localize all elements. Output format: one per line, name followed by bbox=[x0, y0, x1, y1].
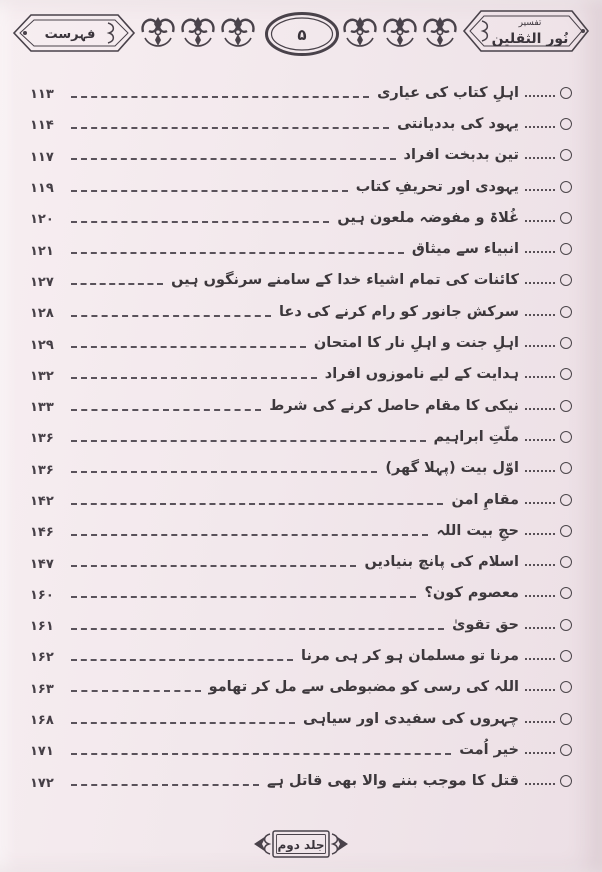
leader-dots bbox=[525, 157, 555, 159]
curl-ornament-icon bbox=[108, 23, 113, 43]
toc-entry-page: ۱۲۰ bbox=[30, 212, 54, 228]
toc-row bbox=[30, 421, 572, 452]
toc-row bbox=[30, 546, 572, 577]
ring-bullet-icon bbox=[560, 181, 572, 193]
curl-ornament-icon bbox=[482, 21, 487, 41]
ring-bullet-icon bbox=[560, 87, 572, 99]
ring-bullet-icon bbox=[560, 462, 572, 474]
leader-dots bbox=[525, 251, 555, 253]
toc-entry-page: ۱۳۶ bbox=[30, 431, 54, 447]
ring-bullet-icon bbox=[560, 337, 572, 349]
book-title-small: تفسیر bbox=[518, 18, 542, 28]
leader-dashes bbox=[71, 628, 444, 630]
ring-bullet-icon bbox=[560, 243, 572, 255]
leader-dashes bbox=[71, 596, 416, 598]
toc-row bbox=[30, 77, 572, 108]
toc-row bbox=[30, 140, 572, 171]
toc-entry-page: ۱۲۸ bbox=[30, 306, 54, 322]
toc-entry-page: ۱۲۱ bbox=[30, 243, 54, 259]
floral-ornament-right-icon bbox=[340, 11, 460, 55]
toc-entry-title: مقامِ امن bbox=[451, 491, 519, 508]
ring-bullet-icon bbox=[560, 274, 572, 286]
leader-dots bbox=[525, 564, 555, 566]
toc-row bbox=[30, 484, 572, 515]
toc-entry-title: مرنا تو مسلمان ہو کر ہی مرنا bbox=[301, 647, 519, 664]
leader-dashes bbox=[71, 377, 317, 379]
toc-entry-title: ہدایت کے لیے ناموزوں افراد bbox=[324, 366, 519, 383]
toc-entry-title: حق تقویٰ bbox=[452, 616, 519, 633]
toc-row bbox=[30, 233, 572, 264]
leader-dashes bbox=[71, 659, 293, 661]
book-title-box bbox=[460, 3, 592, 63]
ring-bullet-icon bbox=[560, 431, 572, 443]
leader-dots bbox=[525, 314, 555, 316]
toc-entry-title: اوّل بیت (پہلا گھر) bbox=[385, 460, 519, 477]
leader-dashes bbox=[71, 534, 428, 536]
toc-row bbox=[30, 202, 572, 233]
oval-frame bbox=[263, 11, 341, 57]
ring-bullet-icon bbox=[560, 118, 572, 130]
toc-entry-title: خیر اُمت bbox=[459, 741, 519, 758]
leader-dots bbox=[525, 627, 555, 629]
toc-entry-page: ۱۶۲ bbox=[30, 650, 54, 666]
leader-dots bbox=[525, 408, 555, 410]
leader-dashes bbox=[71, 503, 443, 505]
toc-row bbox=[30, 672, 572, 703]
leader-dots bbox=[525, 376, 555, 378]
toc-entry-title: غُلاۃ و مفوضہ ملعون ہیں bbox=[337, 209, 519, 226]
leader-dashes bbox=[71, 252, 404, 254]
toc-entry-page: ۱۷۱ bbox=[30, 744, 54, 760]
page-footer bbox=[0, 824, 602, 864]
leader-dots bbox=[525, 783, 555, 785]
toc-entry-title: حجِ بیت اللہ bbox=[436, 522, 519, 539]
toc-entry-page: ۱۱۷ bbox=[30, 149, 54, 165]
toc-row bbox=[30, 327, 572, 358]
toc-entry-page: ۱۶۰ bbox=[30, 587, 54, 603]
leader-dashes bbox=[71, 440, 426, 442]
ring-bullet-icon bbox=[560, 744, 572, 756]
leader-dashes bbox=[71, 565, 356, 567]
section-label-frame bbox=[10, 9, 138, 57]
ring-bullet-icon bbox=[560, 494, 572, 506]
leader-dots bbox=[525, 595, 555, 597]
volume-label: جلد دوم bbox=[277, 838, 325, 852]
toc-entry-title: چہروں کی سفیدی اور سیاہی bbox=[302, 710, 519, 727]
toc-entry-page: ۱۴۲ bbox=[30, 494, 54, 509]
toc-entry-title: اہلِ جنت و اہلِ نار کا امتحان bbox=[313, 335, 519, 352]
leader-dashes bbox=[71, 690, 201, 692]
toc-entry-page: ۱۶۳ bbox=[30, 681, 54, 697]
toc-entry-page: ۱۲۷ bbox=[30, 274, 54, 290]
leader-dots bbox=[525, 439, 555, 441]
toc-entry-title: اہلِ کتاب کی عیاری bbox=[377, 84, 519, 101]
toc-row bbox=[30, 515, 572, 546]
leader-dashes bbox=[71, 409, 261, 411]
leader-dots bbox=[525, 689, 555, 691]
leader-dashes bbox=[71, 190, 348, 192]
page-number: ۵ bbox=[297, 26, 307, 44]
ring-bullet-icon bbox=[560, 306, 572, 318]
toc-entry-title: یہودی اور تحریفِ کتاب bbox=[355, 178, 519, 195]
leader-dashes bbox=[71, 283, 163, 285]
ring-bullet-icon bbox=[560, 525, 572, 537]
toc-entry-page: ۱۶۱ bbox=[30, 619, 54, 635]
section-label-box bbox=[10, 9, 138, 61]
ring-bullet-icon bbox=[560, 713, 572, 725]
toc-entry-page: ۱۳۳ bbox=[30, 400, 54, 416]
book-title-frame bbox=[460, 3, 592, 59]
ring-bullet-icon bbox=[560, 619, 572, 631]
leader-dots bbox=[525, 721, 555, 723]
toc-entry-page: ۱۳۶ bbox=[30, 462, 54, 478]
ring-bullet-icon bbox=[560, 368, 572, 380]
ring-bullet-icon bbox=[560, 775, 572, 787]
leader-dots bbox=[525, 282, 555, 284]
leader-dashes bbox=[71, 315, 271, 317]
toc-entry-title: نیکی کا مقام حاصل کرنے کی شرط bbox=[269, 397, 519, 414]
leader-dashes bbox=[71, 346, 306, 348]
toc-entry-title: اللہ کی رسی کو مضبوطی سے مل کر تھامو bbox=[208, 679, 519, 696]
toc-row bbox=[30, 265, 572, 296]
toc-row bbox=[30, 359, 572, 390]
toc-row bbox=[30, 108, 572, 139]
leader-dashes bbox=[71, 753, 451, 755]
toc-row bbox=[30, 640, 572, 671]
leader-dots bbox=[525, 126, 555, 128]
leader-dots bbox=[525, 658, 555, 660]
leader-dashes bbox=[71, 471, 377, 473]
toc-entry-title: سرکش جانور کو رام کرنے کی دعا bbox=[278, 303, 519, 320]
toc-entry-page: ۱۴۷ bbox=[30, 556, 54, 572]
toc-list bbox=[30, 77, 572, 797]
volume-badge bbox=[216, 824, 386, 864]
leader-dots bbox=[525, 189, 555, 191]
toc-row bbox=[30, 734, 572, 765]
leader-dashes bbox=[71, 127, 389, 129]
toc-row bbox=[30, 453, 572, 484]
toc-row bbox=[30, 578, 572, 609]
toc-entry-page: ۱۱۴ bbox=[30, 118, 54, 134]
toc-entry-title: انبیاء سے میثاق bbox=[411, 241, 519, 258]
toc-row bbox=[30, 390, 572, 421]
ring-bullet-icon bbox=[560, 556, 572, 568]
leader-dots bbox=[525, 220, 555, 222]
toc-entry-title: تین بدبخت افراد bbox=[403, 147, 519, 164]
leader-dots bbox=[525, 95, 555, 97]
leader-dashes bbox=[71, 784, 259, 786]
ring-bullet-icon bbox=[560, 681, 572, 693]
leader-dashes bbox=[71, 96, 369, 98]
toc-entry-page: ۱۲۹ bbox=[30, 337, 54, 353]
ring-bullet-icon bbox=[560, 400, 572, 412]
leader-dots bbox=[525, 533, 555, 535]
toc-entry-title: اسلام کی پانچ بنیادیں bbox=[364, 554, 519, 571]
leader-dashes bbox=[71, 221, 329, 223]
toc-entry-title: یہود کی بددیانتی bbox=[397, 115, 519, 132]
toc-row bbox=[30, 296, 572, 327]
leader-dots bbox=[525, 752, 555, 754]
toc-entry-page: ۱۶۸ bbox=[30, 713, 54, 729]
page-header bbox=[0, 0, 602, 62]
toc-entry-title: معصوم کون؟ bbox=[424, 585, 519, 602]
floral-ornament-left-icon bbox=[138, 11, 258, 55]
toc-row bbox=[30, 766, 572, 797]
curl-ornament-icon bbox=[254, 834, 270, 854]
toc-entry-page: ۱۱۹ bbox=[30, 181, 54, 197]
toc-row bbox=[30, 703, 572, 734]
toc-row bbox=[30, 171, 572, 202]
ring-bullet-icon bbox=[560, 650, 572, 662]
toc-entry-page: ۱۳۲ bbox=[30, 368, 54, 384]
leader-dots bbox=[525, 502, 555, 504]
toc-entry-title: ملّتِ ابراہیم bbox=[433, 428, 519, 445]
page-number-badge bbox=[263, 11, 341, 61]
toc-entry-page: ۱۴۶ bbox=[30, 525, 54, 541]
ring-bullet-icon bbox=[560, 149, 572, 161]
ring-bullet-icon bbox=[560, 212, 572, 224]
leader-dashes bbox=[71, 158, 396, 160]
leader-dots bbox=[525, 345, 555, 347]
toc-row bbox=[30, 609, 572, 640]
book-title: نُور الثقلین bbox=[491, 31, 569, 47]
ring-bullet-icon bbox=[560, 587, 572, 599]
toc-entry-title: کائنات کی تمام اشیاء خدا کے سامنے سرنگوں ہیں bbox=[171, 272, 519, 289]
toc-entry-page: ۱۱۳ bbox=[30, 87, 54, 103]
leader-dots bbox=[525, 470, 555, 472]
curl-ornament-icon bbox=[332, 834, 348, 854]
leader-dashes bbox=[71, 722, 295, 724]
toc-entry-page: ۱۷۲ bbox=[30, 775, 54, 791]
section-label: فہرست bbox=[44, 27, 96, 42]
toc-entry-title: قتل کا موجب بننے والا بھی قاتل ہے bbox=[266, 773, 519, 790]
